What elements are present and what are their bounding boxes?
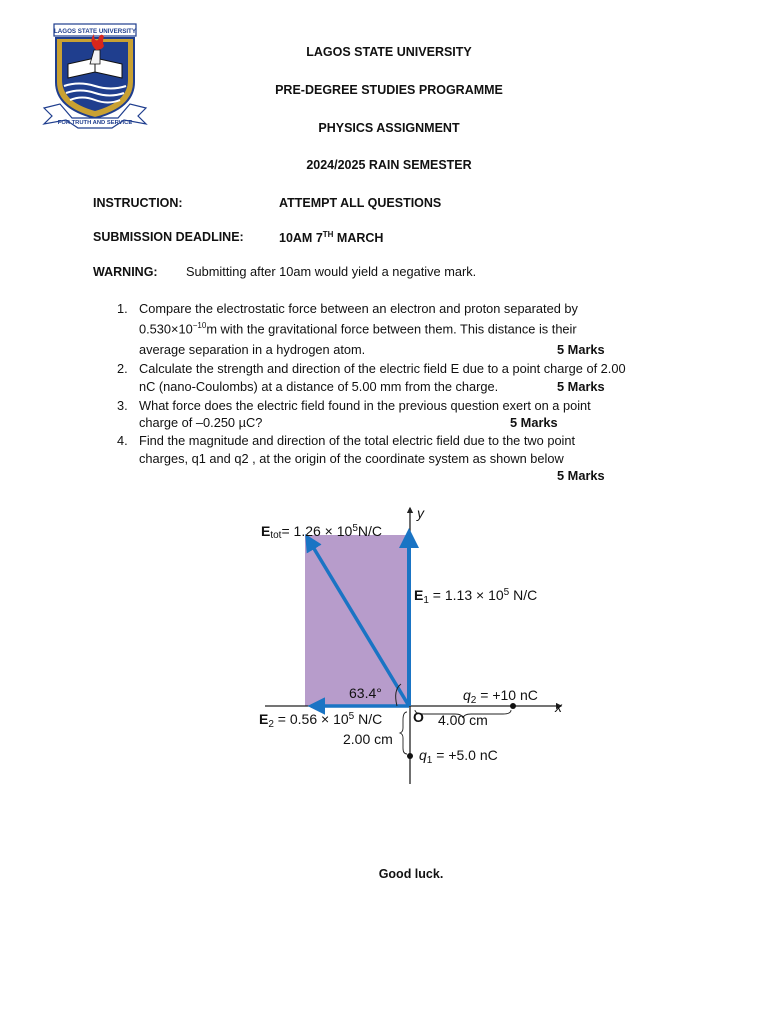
origin-label: O: [413, 709, 424, 725]
semester: 2024/2025 RAIN SEMESTER: [306, 158, 472, 172]
question-2-line-2: nC (nano-Coulombs) at a distance of 5.00 mm from the charge.: [139, 379, 499, 394]
angle-label: 63.4°: [349, 685, 382, 701]
question-1-line-1: Compare the electrostatic force between an electron and proton separated by: [139, 301, 578, 316]
question-1-number: 1.: [117, 301, 128, 316]
e2-subscript: 2: [268, 719, 274, 730]
q2-subscript: 2: [470, 695, 477, 706]
q1-rest: m with the gravitational force between them. This distance is their: [206, 321, 577, 337]
question-1-marks: 5 Marks: [557, 342, 605, 357]
e1-label: [414, 587, 537, 606]
etot-value: = 1.26 × 10: [281, 523, 353, 539]
electric-field-diagram: [255, 500, 570, 790]
deadline-value: [279, 230, 383, 245]
deadline-month: MARCH: [333, 231, 384, 246]
deadline-label: SUBMISSION DEADLINE:: [93, 230, 244, 244]
distance-y-label: 2.00 cm: [343, 731, 393, 747]
q2-charge: [510, 703, 516, 709]
closing-text: Good luck.: [378, 867, 444, 881]
y-axis-label: y: [417, 505, 424, 521]
question-3-marks: 5 Marks: [510, 415, 558, 430]
e2-value: = 0.56 × 10: [273, 711, 349, 727]
e1-value: = 1.13 × 10: [428, 587, 504, 603]
etot-symbol: E: [261, 523, 271, 539]
q2-value: = +10 nC: [476, 687, 538, 703]
q1-subscript: 1: [426, 755, 433, 766]
e2-exponent: 5: [348, 711, 355, 722]
e1-unit: N/C: [509, 587, 538, 603]
logo-motto-text: FOR TRUTH AND SERVICE: [57, 120, 133, 126]
question-2-line-1: Calculate the strength and direction of the electric field E due to a point charge of 2.00: [139, 361, 626, 376]
question-4-number: 4.: [117, 433, 128, 448]
e1-symbol: E: [414, 587, 424, 603]
deadline-suffix: TH: [322, 230, 334, 239]
deadline-day: 10AM 7: [279, 231, 323, 246]
q1-value: = +5.0 nC: [432, 747, 498, 763]
q1-coefficient: 0.530×10: [139, 321, 193, 337]
distance-brace-y: [400, 712, 407, 754]
distance-x-label: 4.00 cm: [438, 712, 488, 728]
assignment-title: PHYSICS ASSIGNMENT: [318, 121, 460, 135]
q2-label: [463, 687, 538, 706]
question-4-marks: 5 Marks: [557, 468, 605, 483]
question-2-number: 2.: [117, 361, 128, 376]
q1-symbol: q: [419, 747, 427, 763]
programme-name: PRE-DEGREE STUDIES PROGRAMME: [275, 83, 503, 97]
question-3-line-1: What force does the electric field found in the previous question exert on a point: [139, 398, 591, 413]
logo-banner-top-text: LAGOS STATE UNIVERSITY: [54, 28, 136, 35]
warning-text: Submitting after 10am would yield a negative mark.: [186, 264, 477, 279]
etot-exponent: 5: [352, 523, 358, 534]
question-1-line-2: [139, 321, 699, 336]
question-2-marks: 5 Marks: [557, 379, 605, 394]
q1-label: [419, 747, 498, 766]
crest-icon: [38, 20, 152, 130]
question-3-line-2: charge of –0.250 µC?: [139, 415, 263, 430]
q2-symbol: q: [463, 687, 471, 703]
instruction-value: ATTEMPT ALL QUESTIONS: [279, 196, 442, 210]
etot-unit: N/C: [357, 523, 382, 539]
university-logo: [38, 20, 152, 130]
etot-subscript: tot: [270, 530, 282, 541]
question-4-line-2: charges, q1 and q2 , at the origin of the coordinate system as shown below: [139, 451, 564, 466]
instruction-label: INSTRUCTION:: [93, 196, 183, 210]
e1-subscript: 1: [423, 595, 429, 606]
q1-charge: [407, 753, 413, 759]
question-1-line-3: average separation in a hydrogen atom.: [139, 342, 366, 357]
x-axis-label: x: [555, 699, 562, 715]
university-name: LAGOS STATE UNIVERSITY: [306, 45, 472, 59]
e2-symbol: E: [259, 711, 269, 727]
e2-label: [259, 711, 382, 730]
e2-unit: N/C: [354, 711, 383, 727]
warning-label: WARNING:: [93, 265, 158, 279]
etot-label: [261, 523, 382, 541]
e1-exponent: 5: [503, 587, 510, 598]
question-4-line-1: Find the magnitude and direction of the total electric field due to the two point: [139, 433, 576, 448]
question-3-number: 3.: [117, 398, 128, 413]
q1-exponent: −10: [192, 321, 207, 330]
